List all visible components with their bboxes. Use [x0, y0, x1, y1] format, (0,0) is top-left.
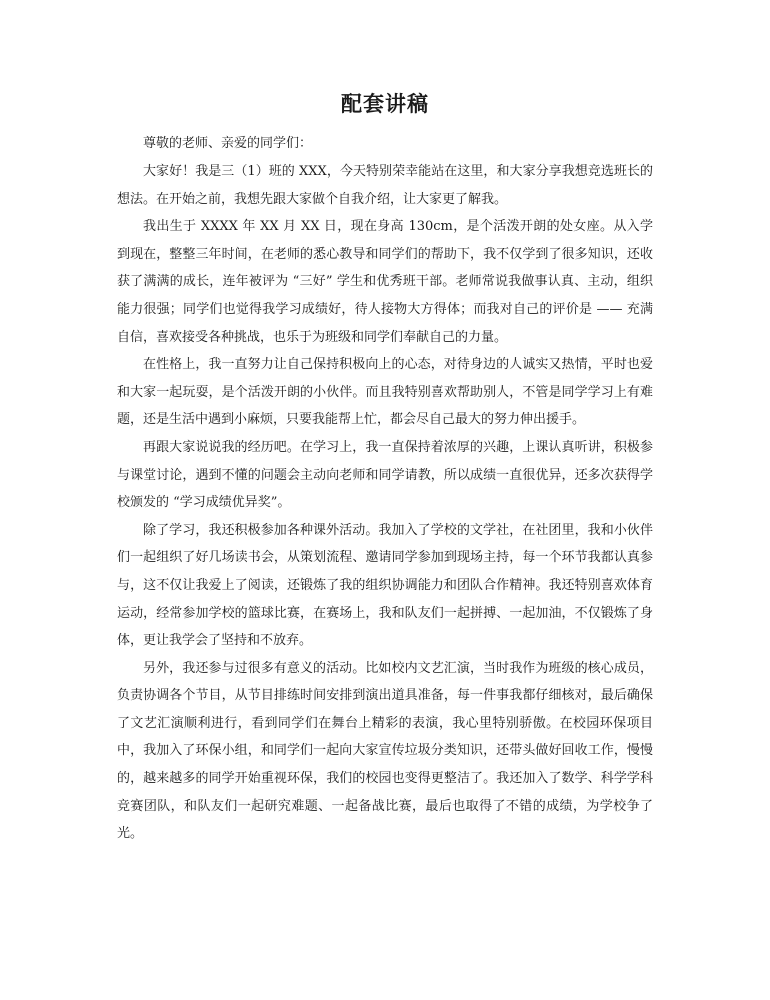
document-title: 配套讲稿 [341, 91, 429, 116]
paragraph-extracurricular: 除了学习，我还积极参加各种课外活动。我加入了学校的文学社，在社团里，我和小伙伴们一起组织了好几场读书会，从策划流程、邀请同学参加到现场主持，每一个环节我都认真参与，这不仅让我爱上了阅读，还锻炼了我的组织协调能力和团队合作精神。我还特别喜欢体育运动，经常参加学校的篮球比赛，在赛场上，我和队友们一起拼搏、一起加油，不仅锻炼了身体，更让我学会了坚持和不放弃。 [117, 522, 653, 649]
paragraph-study: 再跟大家说说我的经历吧。在学习上，我一直保持着浓厚的兴趣，上课认真听讲，积极参与课堂讨论，遇到不懂的问题会主动向老师和同学请教，所以成绩一直很优异，还多次获得学校颁发的 “学习成绩优异奖”。 [117, 439, 653, 511]
salutation: 尊敬的老师、亲爱的同学们： [143, 136, 313, 151]
paragraph-background: 我出生于 XXXX 年 XX 月 XX 日，现在身高 130cm，是个活泼开朗的处女座。从入学到现在，整整三年时间，在老师的悉心教导和同学们的帮助下，我不仅学到了很多知识，还收获了满满的成长，连年被评为 “三好” 学生和优秀班干部。老师常说我做事认真、主动，组织能力很强；同学们也觉得我学习成绩好，待人接物大方得体；而我对自己的评价是 —— 充满自信，喜欢接受各种挑战，也乐于为班级和同学们奉献自己的力量。 [117, 219, 653, 345]
document-page [117, 88, 653, 848]
paragraph-activities: 另外，我还参与过很多有意义的活动。比如校内文艺汇演，当时我作为班级的核心成员，负责协调各个节目，从节目排练时间安排到演出道具准备，每一件事我都仔细核对，最后确保了文艺汇演顺利进行，看到同学们在舞台上精彩的表演，我心里特别骄傲。在校园环保项目中，我加入了环保小组，和同学们一起向大家宣传垃圾分类知识，还带头做好回收工作，慢慢的，越来越多的同学开始重视环保，我们的校园也变得更整洁了。我还加入了数学、科学学科竞赛团队，和队友们一起研究难题、一起备战比赛，最后也取得了不错的成绩，为学校争了光。 [117, 660, 653, 842]
paragraph-personality: 在性格上，我一直努力让自己保持积极向上的心态，对待身边的人诚实又热情，平时也爱和大家一起玩耍，是个活泼开朗的小伙伴。而且我特别喜欢帮助别人，不管是同学学习上有难题，还是生活中遇到小麻烦，只要我能帮上忙，都会尽自己最大的努力伸出援手。 [117, 357, 653, 428]
paragraph-intro: 大家好！我是三（1）班的 XXX，今天特别荣幸能站在这里，和大家分享我想竞选班长的想法。在开始之前，我想先跟大家做个自我介绍，让大家更了解我。 [117, 164, 653, 207]
